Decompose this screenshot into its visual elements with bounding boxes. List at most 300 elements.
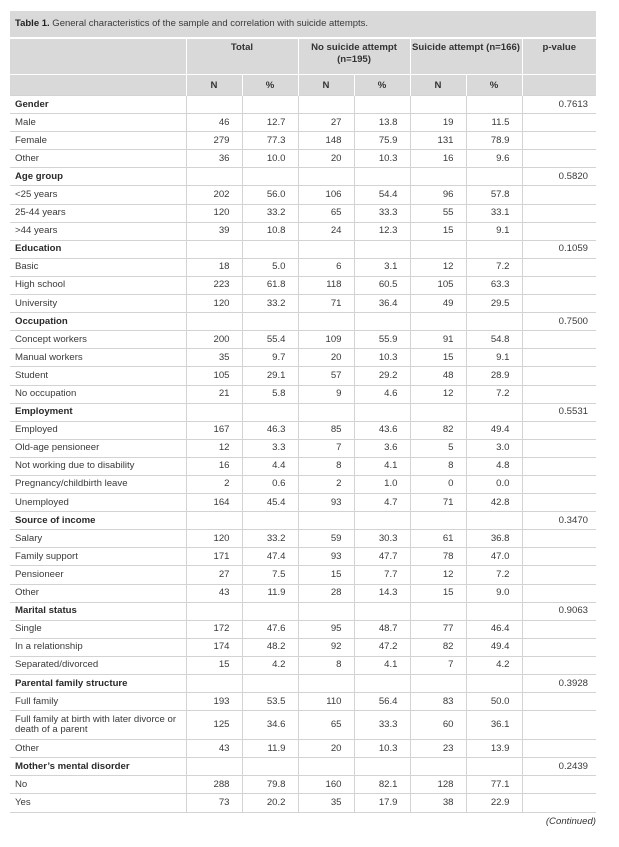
attempt-pct-cell: 4.8 — [466, 457, 522, 475]
total-pct-cell: 55.4 — [242, 331, 298, 349]
continued-note: (Continued) — [545, 816, 596, 827]
attempt-pct-cell: 47.0 — [466, 548, 522, 566]
row-label: Pensioneer — [10, 566, 186, 584]
table-body — [10, 96, 596, 813]
empty-cell — [186, 96, 242, 114]
attempt-n-cell: 96 — [410, 186, 466, 204]
empty-cell — [410, 675, 466, 693]
total-n-cell: 167 — [186, 421, 242, 439]
subheader-n: N — [410, 75, 466, 96]
category-label: Gender — [10, 96, 186, 114]
header-p-value: p-value — [522, 39, 596, 75]
p-value-empty — [522, 776, 596, 794]
empty-cell — [354, 240, 410, 258]
total-n-cell: 43 — [186, 740, 242, 758]
category-label: Education — [10, 240, 186, 258]
empty-cell — [410, 758, 466, 776]
table-row — [10, 367, 596, 385]
no-attempt-n-cell: 110 — [298, 693, 354, 711]
empty-cell — [466, 240, 522, 258]
total-n-cell: 16 — [186, 457, 242, 475]
category-label: Employment — [10, 403, 186, 421]
p-value-empty — [522, 548, 596, 566]
attempt-pct-cell: 29.5 — [466, 295, 522, 313]
total-pct-cell: 10.8 — [242, 222, 298, 240]
table-row — [10, 494, 596, 512]
table-row — [10, 186, 596, 204]
table-row — [10, 258, 596, 276]
row-label: Female — [10, 132, 186, 150]
no-attempt-n-cell: 20 — [298, 349, 354, 367]
p-value-cell: 0.7500 — [522, 313, 596, 331]
category-row — [10, 675, 596, 693]
empty-cell — [242, 240, 298, 258]
row-label: Manual workers — [10, 349, 186, 367]
total-n-cell: 223 — [186, 276, 242, 294]
attempt-pct-cell: 49.4 — [466, 638, 522, 656]
row-label: University — [10, 295, 186, 313]
row-label: Basic — [10, 258, 186, 276]
no-attempt-pct-cell: 13.8 — [354, 114, 410, 132]
row-label: Employed — [10, 421, 186, 439]
total-n-cell: 200 — [186, 331, 242, 349]
no-attempt-pct-cell: 43.6 — [354, 421, 410, 439]
no-attempt-n-cell: 92 — [298, 638, 354, 656]
no-attempt-n-cell: 15 — [298, 566, 354, 584]
attempt-pct-cell: 11.5 — [466, 114, 522, 132]
empty-cell — [186, 168, 242, 186]
total-n-cell: 27 — [186, 566, 242, 584]
total-n-cell: 125 — [186, 711, 242, 740]
empty-cell — [410, 168, 466, 186]
no-attempt-pct-cell: 30.3 — [354, 530, 410, 548]
total-pct-cell: 5.8 — [242, 385, 298, 403]
attempt-pct-cell: 9.6 — [466, 150, 522, 168]
attempt-n-cell: 61 — [410, 530, 466, 548]
row-label: Family support — [10, 548, 186, 566]
total-n-cell: 171 — [186, 548, 242, 566]
row-label: Other — [10, 740, 186, 758]
subheader-pct: % — [242, 75, 298, 96]
empty-cell — [410, 602, 466, 620]
total-n-cell: 39 — [186, 222, 242, 240]
total-n-cell: 73 — [186, 794, 242, 812]
no-attempt-pct-cell: 3.6 — [354, 439, 410, 457]
attempt-pct-cell: 46.4 — [466, 620, 522, 638]
total-pct-cell: 33.2 — [242, 295, 298, 313]
p-value-empty — [522, 494, 596, 512]
p-value-empty — [522, 367, 596, 385]
attempt-n-cell: 12 — [410, 566, 466, 584]
total-n-cell: 279 — [186, 132, 242, 150]
p-value-empty — [522, 794, 596, 812]
attempt-n-cell: 15 — [410, 222, 466, 240]
category-label: Occupation — [10, 313, 186, 331]
total-n-cell: 21 — [186, 385, 242, 403]
total-pct-cell: 47.4 — [242, 548, 298, 566]
no-attempt-pct-cell: 54.4 — [354, 186, 410, 204]
no-attempt-pct-cell: 33.3 — [354, 204, 410, 222]
no-attempt-pct-cell: 7.7 — [354, 566, 410, 584]
p-value-empty — [522, 439, 596, 457]
table-row — [10, 656, 596, 674]
total-pct-cell: 79.8 — [242, 776, 298, 794]
no-attempt-pct-cell: 10.3 — [354, 349, 410, 367]
category-label: Age group — [10, 168, 186, 186]
no-attempt-n-cell: 20 — [298, 740, 354, 758]
attempt-n-cell: 16 — [410, 150, 466, 168]
table-row — [10, 776, 596, 794]
header-suicide-attempt: Suicide attempt (n=166) — [410, 39, 522, 75]
row-label: Other — [10, 584, 186, 602]
table-row — [10, 204, 596, 222]
empty-cell — [466, 168, 522, 186]
total-pct-cell: 77.3 — [242, 132, 298, 150]
empty-cell — [186, 240, 242, 258]
row-label: Full family — [10, 693, 186, 711]
attempt-pct-cell: 9.1 — [466, 222, 522, 240]
p-value-empty — [522, 258, 596, 276]
empty-cell — [186, 403, 242, 421]
category-row — [10, 403, 596, 421]
p-value-cell: 0.9063 — [522, 602, 596, 620]
no-attempt-n-cell: 20 — [298, 150, 354, 168]
p-value-cell: 0.7613 — [522, 96, 596, 114]
empty-cell — [466, 96, 522, 114]
row-label: No occupation — [10, 385, 186, 403]
no-attempt-pct-cell: 55.9 — [354, 331, 410, 349]
attempt-pct-cell: 7.2 — [466, 566, 522, 584]
p-value-empty — [522, 620, 596, 638]
no-attempt-n-cell: 59 — [298, 530, 354, 548]
category-label: Mother’s mental disorder — [10, 758, 186, 776]
p-value-empty — [522, 457, 596, 475]
p-value-cell: 0.3928 — [522, 675, 596, 693]
attempt-pct-cell: 4.2 — [466, 656, 522, 674]
total-pct-cell: 34.6 — [242, 711, 298, 740]
table-row — [10, 421, 596, 439]
no-attempt-n-cell: 93 — [298, 494, 354, 512]
table-row — [10, 295, 596, 313]
table-row — [10, 548, 596, 566]
row-label: Full family at birth with later divorce or death of a parent — [10, 711, 186, 740]
row-label: Student — [10, 367, 186, 385]
p-value-cell: 0.5820 — [522, 168, 596, 186]
total-n-cell: 120 — [186, 204, 242, 222]
empty-cell — [410, 240, 466, 258]
total-n-cell: 172 — [186, 620, 242, 638]
no-attempt-pct-cell: 60.5 — [354, 276, 410, 294]
attempt-n-cell: 60 — [410, 711, 466, 740]
empty-cell — [242, 403, 298, 421]
attempt-pct-cell: 78.9 — [466, 132, 522, 150]
row-label: Unemployed — [10, 494, 186, 512]
table-row — [10, 740, 596, 758]
attempt-n-cell: 91 — [410, 331, 466, 349]
table-row — [10, 439, 596, 457]
total-pct-cell: 45.4 — [242, 494, 298, 512]
table-container — [10, 11, 596, 813]
attempt-n-cell: 19 — [410, 114, 466, 132]
attempt-n-cell: 15 — [410, 349, 466, 367]
attempt-pct-cell: 50.0 — [466, 693, 522, 711]
p-value-empty — [522, 331, 596, 349]
total-pct-cell: 9.7 — [242, 349, 298, 367]
row-label: In a relationship — [10, 638, 186, 656]
empty-cell — [186, 512, 242, 530]
empty-cell — [242, 512, 298, 530]
no-attempt-pct-cell: 10.3 — [354, 740, 410, 758]
table-row — [10, 566, 596, 584]
attempt-n-cell: 55 — [410, 204, 466, 222]
total-n-cell: 174 — [186, 638, 242, 656]
no-attempt-n-cell: 27 — [298, 114, 354, 132]
no-attempt-n-cell: 65 — [298, 204, 354, 222]
no-attempt-pct-cell: 48.7 — [354, 620, 410, 638]
attempt-n-cell: 5 — [410, 439, 466, 457]
no-attempt-n-cell: 2 — [298, 475, 354, 493]
row-label: Pregnancy/childbirth leave — [10, 475, 186, 493]
total-pct-cell: 7.5 — [242, 566, 298, 584]
no-attempt-n-cell: 35 — [298, 794, 354, 812]
p-value-empty — [522, 132, 596, 150]
attempt-n-cell: 12 — [410, 385, 466, 403]
category-row — [10, 758, 596, 776]
no-attempt-n-cell: 7 — [298, 439, 354, 457]
p-value-empty — [522, 276, 596, 294]
no-attempt-n-cell: 106 — [298, 186, 354, 204]
total-pct-cell: 3.3 — [242, 439, 298, 457]
total-pct-cell: 11.9 — [242, 740, 298, 758]
attempt-pct-cell: 22.9 — [466, 794, 522, 812]
empty-cell — [354, 313, 410, 331]
attempt-pct-cell: 57.8 — [466, 186, 522, 204]
no-attempt-pct-cell: 29.2 — [354, 367, 410, 385]
total-pct-cell: 0.6 — [242, 475, 298, 493]
attempt-n-cell: 49 — [410, 295, 466, 313]
no-attempt-pct-cell: 36.4 — [354, 295, 410, 313]
attempt-pct-cell: 0.0 — [466, 475, 522, 493]
p-value-cell: 0.2439 — [522, 758, 596, 776]
total-n-cell: 12 — [186, 439, 242, 457]
row-label: Yes — [10, 794, 186, 812]
attempt-n-cell: 128 — [410, 776, 466, 794]
category-label: Source of income — [10, 512, 186, 530]
category-row — [10, 96, 596, 114]
category-row — [10, 168, 596, 186]
no-attempt-n-cell: 95 — [298, 620, 354, 638]
total-pct-cell: 33.2 — [242, 204, 298, 222]
no-attempt-pct-cell: 4.7 — [354, 494, 410, 512]
empty-cell — [466, 602, 522, 620]
attempt-n-cell: 71 — [410, 494, 466, 512]
attempt-n-cell: 48 — [410, 367, 466, 385]
table-row — [10, 385, 596, 403]
no-attempt-pct-cell: 82.1 — [354, 776, 410, 794]
no-attempt-n-cell: 118 — [298, 276, 354, 294]
table-row — [10, 132, 596, 150]
category-label: Parental family structure — [10, 675, 186, 693]
total-n-cell: 164 — [186, 494, 242, 512]
attempt-pct-cell: 36.1 — [466, 711, 522, 740]
total-n-cell: 120 — [186, 295, 242, 313]
empty-cell — [466, 313, 522, 331]
empty-cell — [466, 512, 522, 530]
p-value-cell: 0.5531 — [522, 403, 596, 421]
no-attempt-pct-cell: 33.3 — [354, 711, 410, 740]
subheader-n: N — [298, 75, 354, 96]
empty-cell — [354, 403, 410, 421]
total-n-cell: 43 — [186, 584, 242, 602]
total-pct-cell: 29.1 — [242, 367, 298, 385]
no-attempt-pct-cell: 12.3 — [354, 222, 410, 240]
attempt-n-cell: 82 — [410, 421, 466, 439]
p-value-empty — [522, 638, 596, 656]
empty-cell — [298, 758, 354, 776]
table-row — [10, 457, 596, 475]
attempt-pct-cell: 7.2 — [466, 258, 522, 276]
empty-cell — [186, 758, 242, 776]
empty-cell — [354, 168, 410, 186]
total-pct-cell: 5.0 — [242, 258, 298, 276]
table-row — [10, 150, 596, 168]
empty-cell — [298, 512, 354, 530]
attempt-pct-cell: 36.8 — [466, 530, 522, 548]
total-n-cell: 35 — [186, 349, 242, 367]
no-attempt-n-cell: 160 — [298, 776, 354, 794]
row-label: Single — [10, 620, 186, 638]
attempt-n-cell: 78 — [410, 548, 466, 566]
total-pct-cell: 4.4 — [242, 457, 298, 475]
p-value-empty — [522, 584, 596, 602]
no-attempt-pct-cell: 47.2 — [354, 638, 410, 656]
table-row — [10, 349, 596, 367]
total-n-cell: 193 — [186, 693, 242, 711]
table-row — [10, 794, 596, 812]
no-attempt-pct-cell: 56.4 — [354, 693, 410, 711]
subheader-pct: % — [466, 75, 522, 96]
empty-cell — [242, 313, 298, 331]
row-label: 25-44 years — [10, 204, 186, 222]
category-row — [10, 602, 596, 620]
row-label: >44 years — [10, 222, 186, 240]
no-attempt-pct-cell: 14.3 — [354, 584, 410, 602]
table-row — [10, 693, 596, 711]
subheader-n: N — [186, 75, 242, 96]
attempt-pct-cell: 54.8 — [466, 331, 522, 349]
attempt-n-cell: 77 — [410, 620, 466, 638]
total-pct-cell: 53.5 — [242, 693, 298, 711]
row-label: High school — [10, 276, 186, 294]
attempt-n-cell: 82 — [410, 638, 466, 656]
no-attempt-pct-cell: 1.0 — [354, 475, 410, 493]
no-attempt-n-cell: 8 — [298, 656, 354, 674]
total-pct-cell: 4.2 — [242, 656, 298, 674]
table-caption-label: Table 1. — [15, 18, 50, 29]
total-pct-cell: 47.6 — [242, 620, 298, 638]
empty-cell — [466, 758, 522, 776]
p-value-empty — [522, 475, 596, 493]
table-row — [10, 222, 596, 240]
total-n-cell: 120 — [186, 530, 242, 548]
table-row — [10, 276, 596, 294]
row-label: Concept workers — [10, 331, 186, 349]
empty-cell — [186, 313, 242, 331]
empty-cell — [298, 675, 354, 693]
p-value-cell: 0.1059 — [522, 240, 596, 258]
attempt-pct-cell: 77.1 — [466, 776, 522, 794]
header-no-suicide-attempt: No suicide attempt (n=195) — [298, 39, 410, 75]
total-n-cell: 46 — [186, 114, 242, 132]
total-n-cell: 105 — [186, 367, 242, 385]
p-value-empty — [522, 711, 596, 740]
empty-cell — [242, 758, 298, 776]
attempt-n-cell: 0 — [410, 475, 466, 493]
row-label: No — [10, 776, 186, 794]
total-pct-cell: 46.3 — [242, 421, 298, 439]
attempt-pct-cell: 42.8 — [466, 494, 522, 512]
p-value-empty — [522, 150, 596, 168]
empty-cell — [410, 313, 466, 331]
table-row — [10, 114, 596, 132]
header-total: Total — [186, 39, 298, 75]
empty-cell — [466, 403, 522, 421]
p-value-empty — [522, 566, 596, 584]
no-attempt-n-cell: 65 — [298, 711, 354, 740]
no-attempt-n-cell: 85 — [298, 421, 354, 439]
total-pct-cell: 48.2 — [242, 638, 298, 656]
category-row — [10, 313, 596, 331]
category-row — [10, 240, 596, 258]
characteristics-table — [10, 39, 596, 813]
p-value-cell: 0.3470 — [522, 512, 596, 530]
row-label: Male — [10, 114, 186, 132]
empty-cell — [186, 675, 242, 693]
total-n-cell: 202 — [186, 186, 242, 204]
attempt-pct-cell: 28.9 — [466, 367, 522, 385]
subheader-pct: % — [354, 75, 410, 96]
subheader-p-blank — [522, 75, 596, 96]
p-value-empty — [522, 530, 596, 548]
table-row — [10, 584, 596, 602]
no-attempt-n-cell: 93 — [298, 548, 354, 566]
empty-cell — [298, 240, 354, 258]
no-attempt-pct-cell: 17.9 — [354, 794, 410, 812]
p-value-empty — [522, 349, 596, 367]
attempt-n-cell: 131 — [410, 132, 466, 150]
attempt-n-cell: 15 — [410, 584, 466, 602]
empty-cell — [242, 602, 298, 620]
attempt-pct-cell: 13.9 — [466, 740, 522, 758]
header-blank — [10, 39, 186, 75]
empty-cell — [466, 675, 522, 693]
table-caption — [10, 11, 596, 39]
no-attempt-pct-cell: 4.1 — [354, 656, 410, 674]
p-value-empty — [522, 656, 596, 674]
p-value-empty — [522, 421, 596, 439]
attempt-n-cell: 8 — [410, 457, 466, 475]
empty-cell — [298, 313, 354, 331]
attempt-n-cell: 38 — [410, 794, 466, 812]
total-pct-cell: 11.9 — [242, 584, 298, 602]
category-row — [10, 512, 596, 530]
p-value-empty — [522, 740, 596, 758]
p-value-empty — [522, 222, 596, 240]
table-row — [10, 711, 596, 740]
table-row — [10, 331, 596, 349]
empty-cell — [242, 96, 298, 114]
empty-cell — [354, 96, 410, 114]
